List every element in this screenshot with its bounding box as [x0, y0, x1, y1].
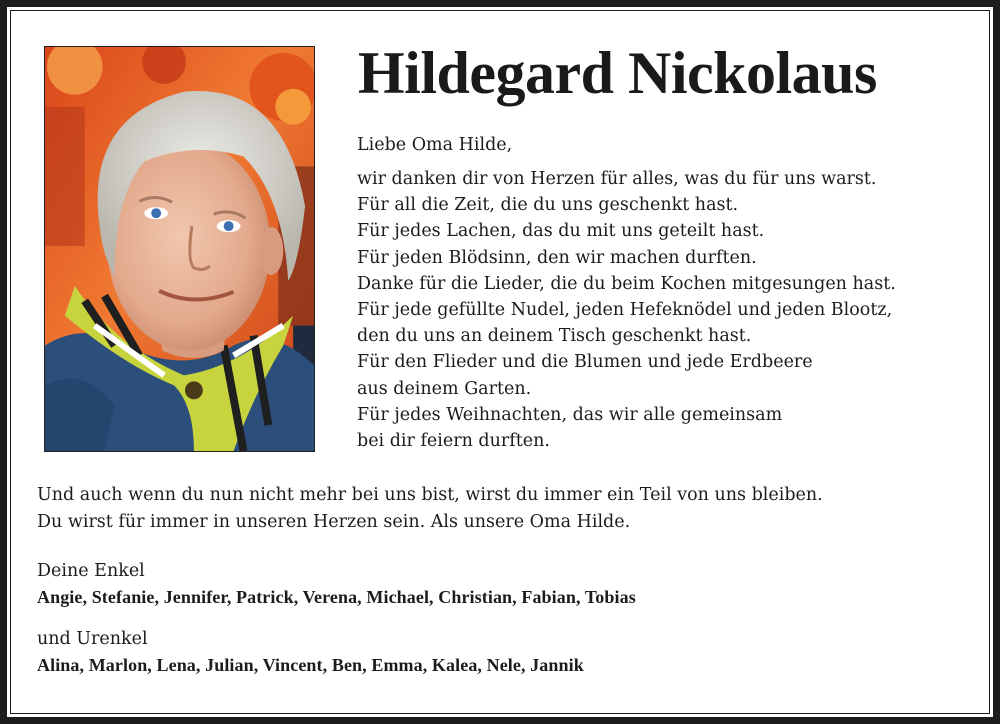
closing-line: Du wirst für immer in unseren Herzen sein. Als unsere Oma Hilde. [37, 512, 631, 532]
poem-line: den du uns an deinem Tisch geschenkt hast. [357, 326, 752, 347]
poem-line: Für jedes Lachen, das du mit uns geteilt hast. [357, 221, 765, 242]
poem-line: Für jede gefüllte Nudel, jeden Hefeknödel und jeden Blootz, [357, 300, 893, 321]
poem-line: wir danken dir von Herzen für alles, was du für uns warst. [357, 169, 877, 189]
poem-line: Für jedes Weihnachten, das wir alle gemeinsam [357, 404, 783, 425]
portrait-illustration [45, 47, 314, 451]
closing-line: Und auch wenn du nun nicht mehr bei uns bist, wirst du immer ein Teil von uns bleiben. [37, 485, 823, 505]
poem-line: Für jeden Blödsinn, den wir machen durften. [357, 247, 757, 268]
poem-line: Für all die Zeit, die du uns geschenkt hast. [357, 195, 739, 216]
deceased-name: Hildegard Nickolaus [358, 40, 877, 106]
tribute-poem [357, 166, 896, 454]
great-grandchildren-names: Alina, Marlon, Lena, Julian, Vincent, Ben, Emma, Kalea, Nele, Jannik [37, 655, 584, 675]
portrait-photo [44, 46, 315, 452]
grandchildren-names: Angie, Stefanie, Jennifer, Patrick, Verena, Michael, Christian, Fabian, Tobias [37, 587, 636, 607]
poem-line: aus deinem Garten. [357, 378, 532, 399]
grandchildren-label: Deine Enkel [37, 561, 145, 581]
poem-line: Für den Flieder und die Blumen und jede Erdbeere [357, 352, 813, 373]
poem-line: bei dir feiern durften. [357, 431, 550, 452]
great-grandchildren-label: und Urenkel [37, 629, 148, 649]
closing-text [37, 482, 823, 536]
poem-line: Danke für die Lieder, die du beim Kochen mitgesungen hast. [357, 273, 896, 294]
salutation: Liebe Oma Hilde, [357, 135, 513, 155]
